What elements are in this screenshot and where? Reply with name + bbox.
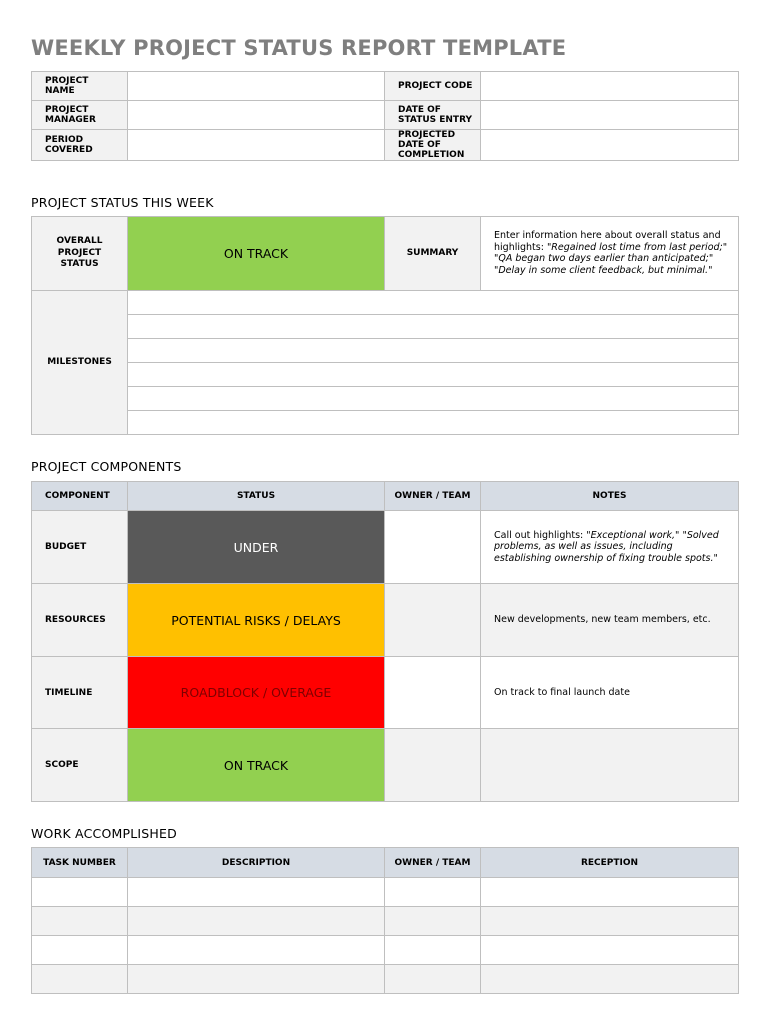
status-section-heading: PROJECT STATUS THIS WEEK [31,195,214,210]
project-code-label: PROJECT CODE [385,72,481,101]
component-resources-label: RESOURCES [32,584,128,657]
table-row [32,907,739,936]
summary-intro: Enter information here about overall status and highlights: [494,230,721,253]
summary-italic: "Regained lost time from last period;" "QA began two days earlier than anticipated;" "Delay in some client feedback, but minimal." [494,241,728,276]
summary-text[interactable] [481,217,739,291]
table-row [32,511,739,584]
task-number-cell[interactable] [32,907,128,936]
components-table [31,481,739,802]
col-header-owner-team: OWNER / TEAM [385,848,481,878]
page-title: WEEKLY PROJECT STATUS REPORT TEMPLATE [31,36,567,60]
period-covered-label: PERIOD COVERED [32,130,128,161]
completion-date-field[interactable] [481,130,739,161]
timeline-notes[interactable] [481,657,739,729]
completion-date-label: PROJECTED DATE OF COMPLETION [385,130,481,161]
overall-status-label: OVERALL PROJECT STATUS [32,217,128,291]
summary-label: SUMMARY [385,217,481,291]
resources-owner[interactable] [385,584,481,657]
owner-cell[interactable] [385,907,481,936]
milestone-row[interactable] [128,315,739,339]
col-header-task-number: TASK NUMBER [32,848,128,878]
timeline-notes-intro: On track to final launch date [494,686,630,698]
budget-notes[interactable] [481,511,739,584]
project-manager-label: PROJECT MANAGER [32,101,128,130]
table-row [32,965,739,994]
owner-cell[interactable] [385,878,481,907]
description-cell[interactable] [128,936,385,965]
scope-owner[interactable] [385,729,481,802]
table-row [32,729,739,802]
status-entry-field[interactable] [481,101,739,130]
period-covered-field[interactable] [128,130,385,161]
resources-notes-intro: New developments, new team members, etc. [494,614,711,626]
reception-cell[interactable] [481,878,739,907]
components-section-heading: PROJECT COMPONENTS [31,459,182,474]
timeline-status[interactable]: ROADBLOCK / OVERAGE [128,657,385,729]
milestone-row[interactable] [128,387,739,411]
task-number-cell[interactable] [32,936,128,965]
project-name-label: PROJECT NAME [32,72,128,101]
component-timeline-label: TIMELINE [32,657,128,729]
owner-cell[interactable] [385,965,481,994]
description-cell[interactable] [128,965,385,994]
col-header-notes: NOTES [481,482,739,511]
milestone-row[interactable] [128,363,739,387]
table-row [32,584,739,657]
resources-status[interactable]: POTENTIAL RISKS / DELAYS [128,584,385,657]
work-accomplished-table [31,847,739,994]
owner-cell[interactable] [385,936,481,965]
milestone-row[interactable] [128,291,739,315]
budget-status[interactable]: UNDER [128,511,385,584]
project-name-field[interactable] [128,72,385,101]
col-header-description: DESCRIPTION [128,848,385,878]
budget-notes-italic: "Exceptional work," "Solved problems, as well as issues, including establishing ownership of fixing trouble spots." [494,529,719,564]
budget-owner[interactable] [385,511,481,584]
project-manager-field[interactable] [128,101,385,130]
reception-cell[interactable] [481,965,739,994]
description-cell[interactable] [128,907,385,936]
description-cell[interactable] [128,878,385,907]
col-header-status: STATUS [128,482,385,511]
status-entry-label: DATE OF STATUS ENTRY [385,101,481,130]
table-row [32,657,739,729]
reception-cell[interactable] [481,907,739,936]
component-budget-label: BUDGET [32,511,128,584]
project-info-table [31,71,739,161]
component-scope-label: SCOPE [32,729,128,802]
overall-status-value[interactable]: ON TRACK [128,217,385,291]
table-row [32,936,739,965]
scope-notes[interactable] [481,729,739,802]
task-number-cell[interactable] [32,878,128,907]
task-number-cell[interactable] [32,965,128,994]
budget-notes-intro: Call out highlights: [494,529,587,541]
table-row [32,878,739,907]
milestone-row[interactable] [128,411,739,435]
milestone-row[interactable] [128,339,739,363]
milestones-label: MILESTONES [32,291,128,435]
reception-cell[interactable] [481,936,739,965]
work-section-heading: WORK ACCOMPLISHED [31,826,177,841]
timeline-owner[interactable] [385,657,481,729]
resources-notes[interactable] [481,584,739,657]
col-header-component: COMPONENT [32,482,128,511]
scope-status[interactable]: ON TRACK [128,729,385,802]
project-status-table [31,216,739,435]
col-header-reception: RECEPTION [481,848,739,878]
col-header-owner: OWNER / TEAM [385,482,481,511]
project-code-field[interactable] [481,72,739,101]
